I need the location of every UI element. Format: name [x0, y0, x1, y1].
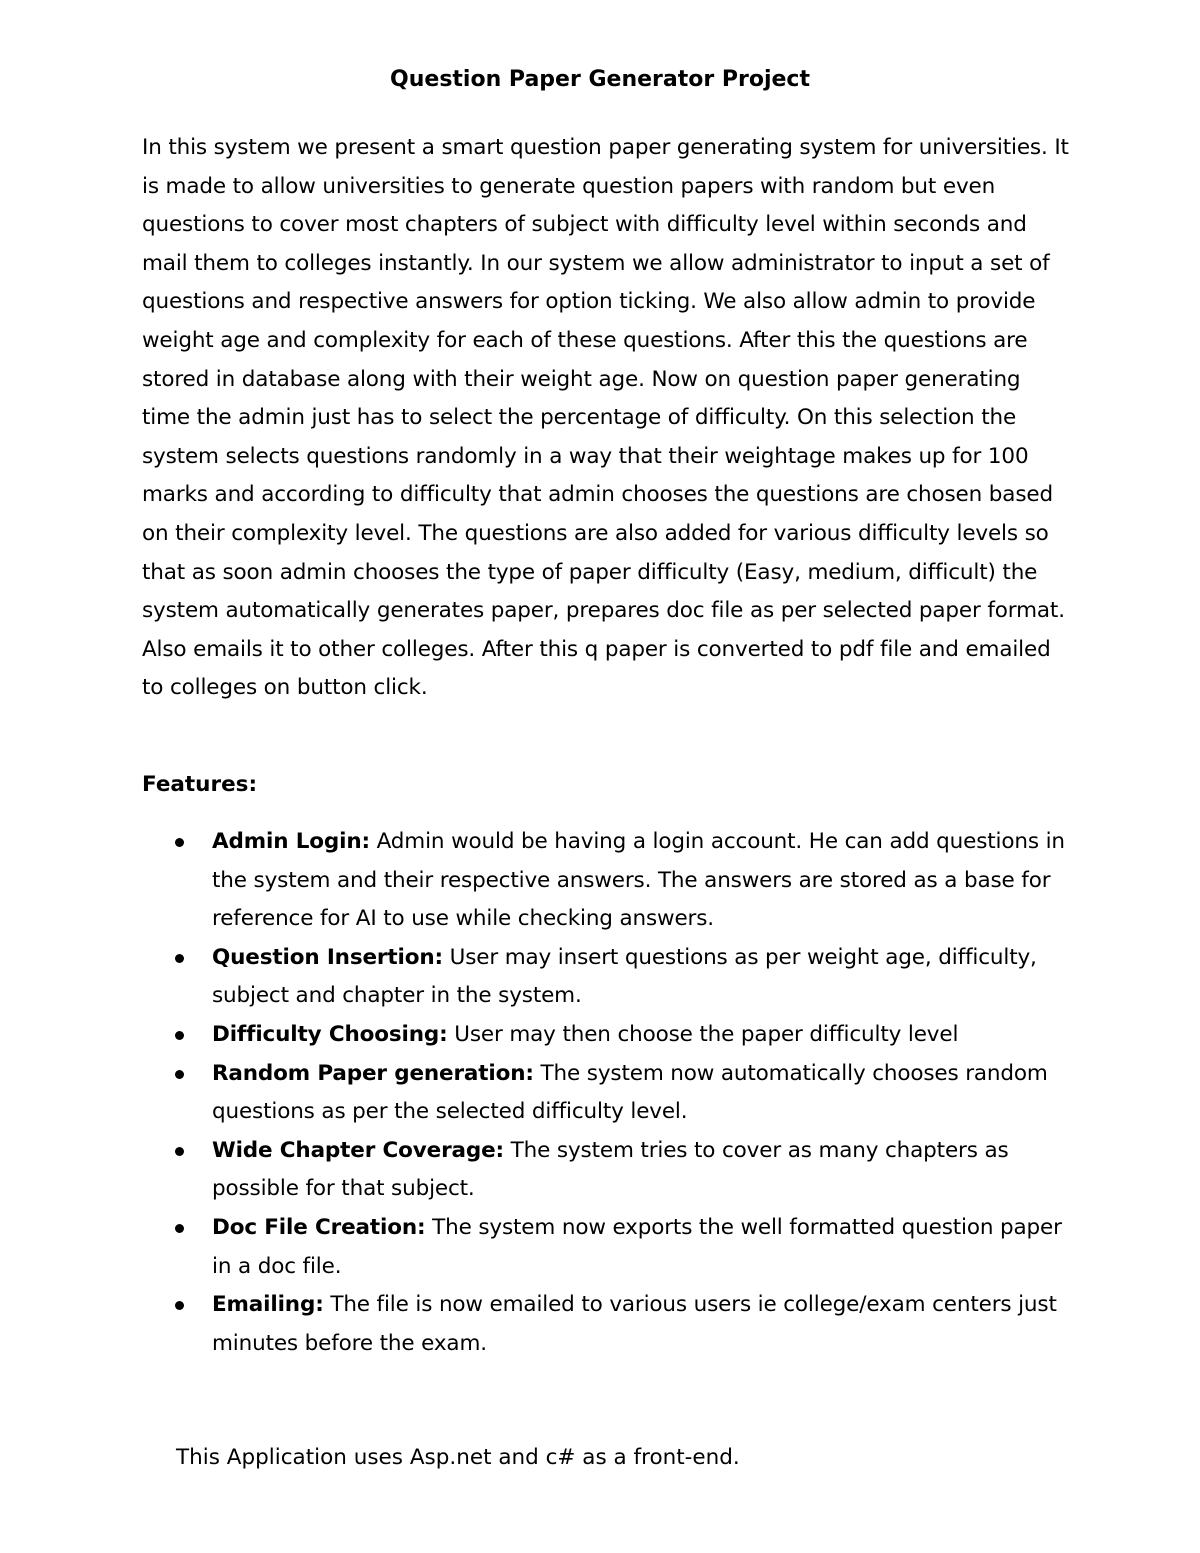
list-item — [170, 1055, 1070, 1132]
bullet-icon — [175, 1031, 184, 1040]
list-item — [170, 1016, 1070, 1055]
feature-description: The system now automatically chooses random questions as per the selected difficulty level. — [212, 1060, 1048, 1125]
features-heading: Features: — [142, 772, 258, 797]
feature-name: Difficulty Choosing: — [212, 1021, 448, 1047]
bullet-icon — [175, 1147, 184, 1156]
list-item — [170, 939, 1070, 1016]
feature-name: Emailing: — [212, 1292, 324, 1318]
feature-description: The system tries to cover as many chapters as possible for that subject. — [212, 1137, 1009, 1202]
feature-description: The system now exports the well formatted question paper in a doc file. — [212, 1214, 1062, 1279]
feature-name: Doc File Creation: — [212, 1214, 426, 1240]
feature-description: User may then choose the paper difficulty level — [447, 1021, 959, 1047]
bullet-icon — [175, 1301, 184, 1310]
list-item — [170, 1132, 1070, 1209]
bullet-icon — [175, 954, 184, 963]
intro-paragraph: In this system we present a smart question paper generating system for universities. It is made to allow universities to generate question papers with random but even questions to cover most chapters of subject with difficulty level within seconds and mail them to colleges instantly. In our system we allow administrator to input a set of questions and respective answers for option ticking. We also allow admin to provide weight age and complexity for each of these questions. After this the questions are stored in database along with their weight age. Now on question paper generating time the admin just has to select the percentage of difficulty. On this selection the system selects questions randomly in a way that their weightage makes up for 100 marks and according to difficulty that admin chooses the questions are chosen based on their complexity level. The questions are also added for various difficulty levels so that as soon admin chooses the type of paper difficulty (Easy, medium, difficult) the system automatically generates paper, prepares doc file as per selected paper format. Also emails it to other colleges. After this q paper is converted to pdf file and emailed to colleges on button click. — [142, 135, 1069, 701]
list-item — [170, 1286, 1070, 1363]
feature-name: Question Insertion: — [212, 944, 443, 970]
feature-description: The file is now emailed to various users ie college/exam centers just minutes before the exam. — [212, 1292, 1057, 1356]
feature-name: Admin Login: — [212, 829, 370, 854]
list-item — [170, 1209, 1070, 1286]
feature-description: Admin would be having a login account. He can add questions in the system and their respective answers. The answers are stored as a base for reference for AI to use while checking answers. — [212, 829, 1065, 932]
feature-name: Random Paper generation: — [212, 1060, 534, 1086]
feature-name: Wide Chapter Coverage: — [212, 1137, 504, 1163]
footer-note: This Application uses Asp.net and c# as a front-end. — [176, 1445, 740, 1470]
bullet-icon — [175, 838, 184, 847]
feature-list — [170, 823, 1070, 1363]
bullet-icon — [175, 1070, 184, 1079]
bullet-icon — [175, 1224, 184, 1233]
feature-description: User may insert questions as per weight age, difficulty, subject and chapter in the system. — [212, 944, 1037, 1009]
list-item — [170, 823, 1070, 939]
document-title: Question Paper Generator Project — [390, 67, 810, 92]
